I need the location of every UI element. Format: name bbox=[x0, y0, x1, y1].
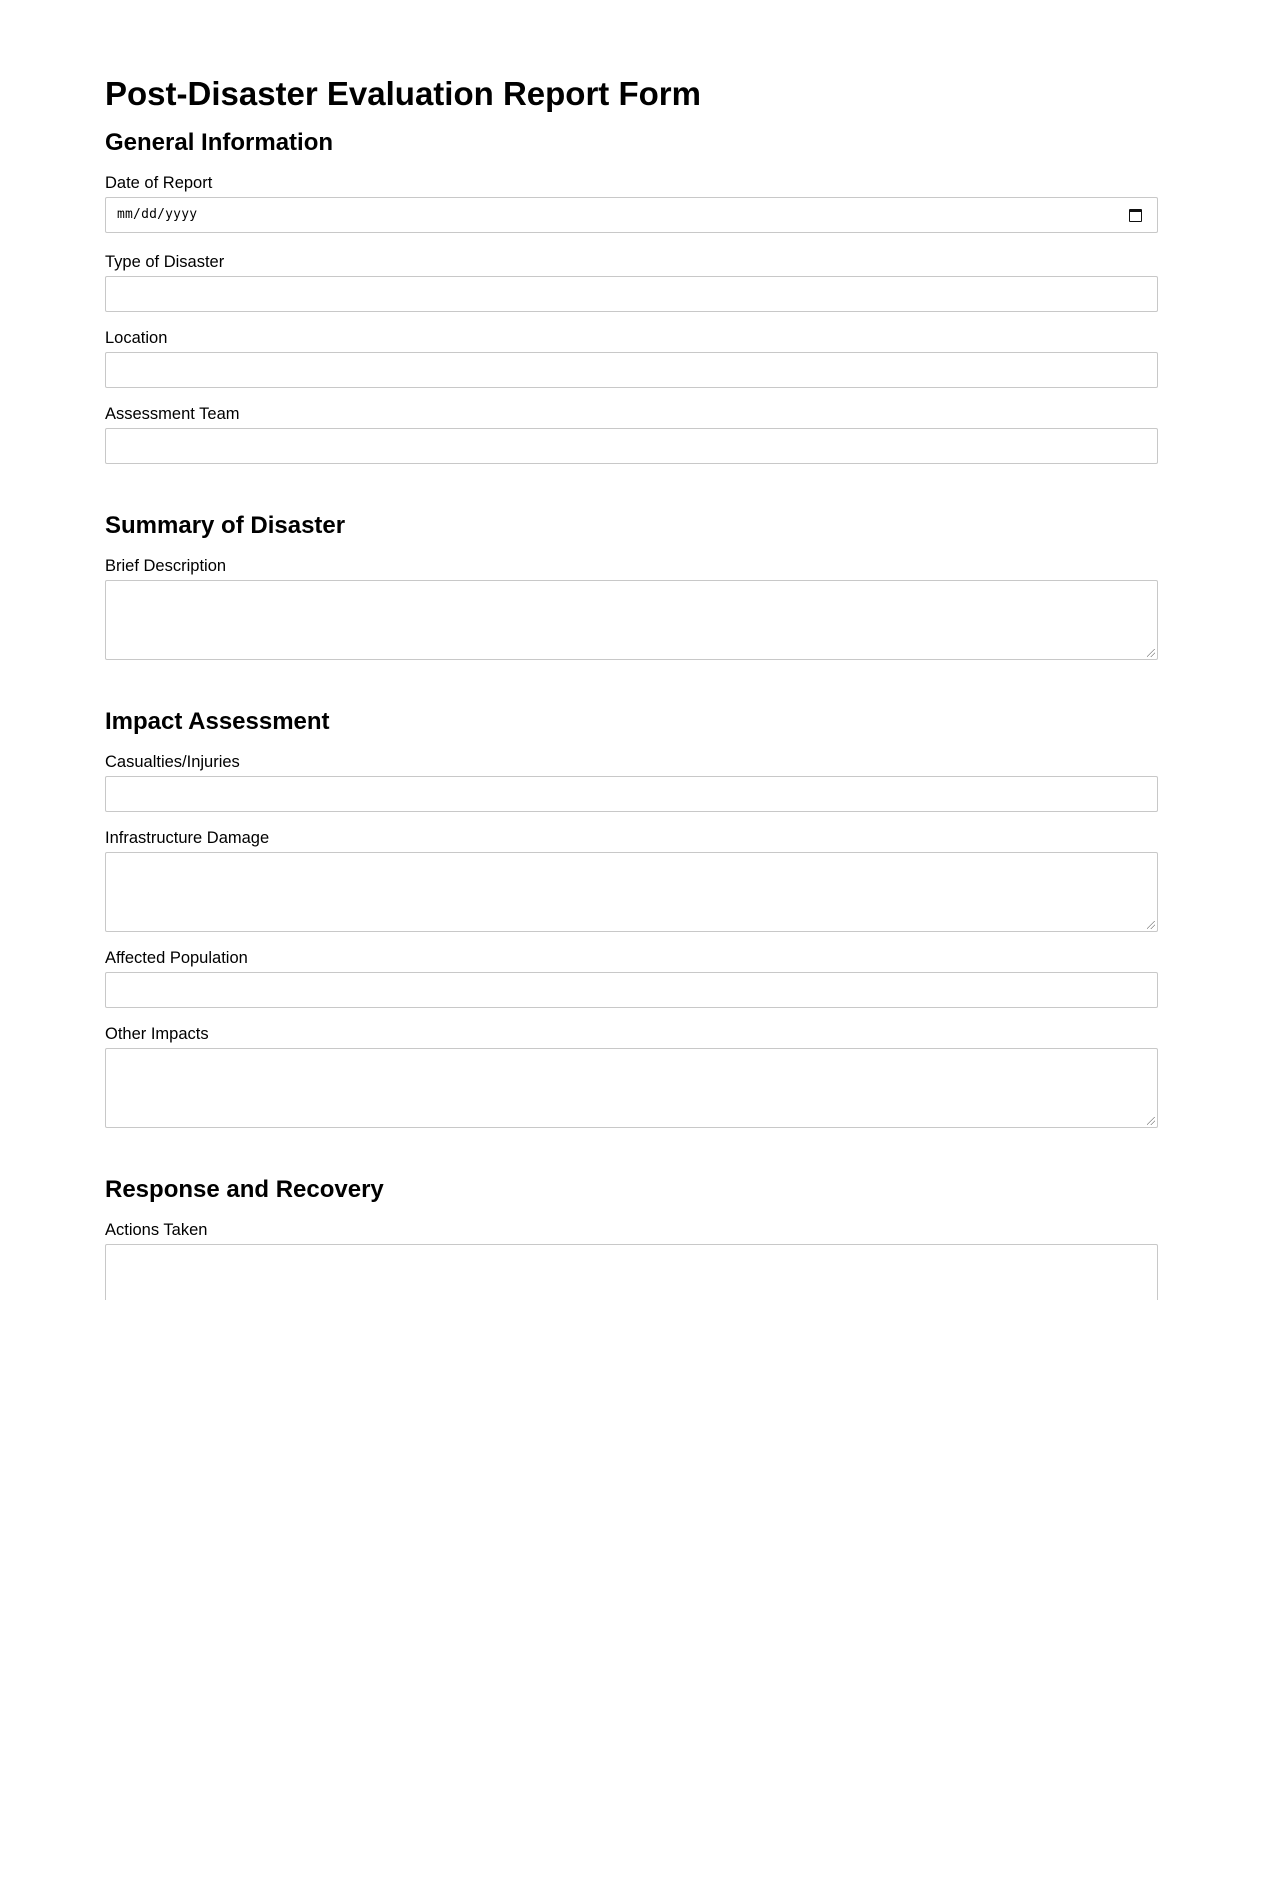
date-of-report-label: Date of Report bbox=[105, 174, 213, 192]
brief-description-textarea[interactable] bbox=[105, 580, 1158, 660]
resize-grip-icon[interactable] bbox=[1147, 649, 1155, 657]
casualties-injuries-input[interactable] bbox=[105, 776, 1158, 812]
infrastructure-damage-label: Infrastructure Damage bbox=[105, 829, 270, 847]
actions-taken-label: Actions Taken bbox=[105, 1221, 208, 1239]
affected-population-input[interactable] bbox=[105, 972, 1158, 1008]
other-impacts-label: Other Impacts bbox=[105, 1025, 209, 1043]
type-of-disaster-input[interactable] bbox=[105, 276, 1158, 312]
type-of-disaster-label: Type of Disaster bbox=[105, 253, 225, 271]
assessment-team-label: Assessment Team bbox=[105, 405, 240, 423]
resize-grip-icon[interactable] bbox=[1147, 1117, 1155, 1125]
location-input[interactable] bbox=[105, 352, 1158, 388]
date-of-report-input[interactable] bbox=[105, 197, 1158, 233]
actions-taken-textarea[interactable] bbox=[105, 1244, 1158, 1300]
section-heading-response-and-recovery: Response and Recovery bbox=[105, 1176, 384, 1203]
section-heading-general-information: General Information bbox=[105, 129, 334, 156]
location-label: Location bbox=[105, 329, 168, 347]
infrastructure-damage-textarea[interactable] bbox=[105, 852, 1158, 932]
brief-description-label: Brief Description bbox=[105, 557, 227, 575]
section-heading-summary-of-disaster: Summary of Disaster bbox=[105, 512, 346, 539]
other-impacts-textarea[interactable] bbox=[105, 1048, 1158, 1128]
page-title: Post-Disaster Evaluation Report Form bbox=[105, 75, 701, 112]
calendar-icon[interactable] bbox=[1129, 209, 1142, 222]
section-heading-impact-assessment: Impact Assessment bbox=[105, 708, 330, 735]
resize-grip-icon[interactable] bbox=[1147, 921, 1155, 929]
casualties-injuries-label: Casualties/Injuries bbox=[105, 753, 240, 771]
date-placeholder: mm/dd/yyyy bbox=[117, 207, 198, 222]
affected-population-label: Affected Population bbox=[105, 949, 248, 967]
assessment-team-input[interactable] bbox=[105, 428, 1158, 464]
